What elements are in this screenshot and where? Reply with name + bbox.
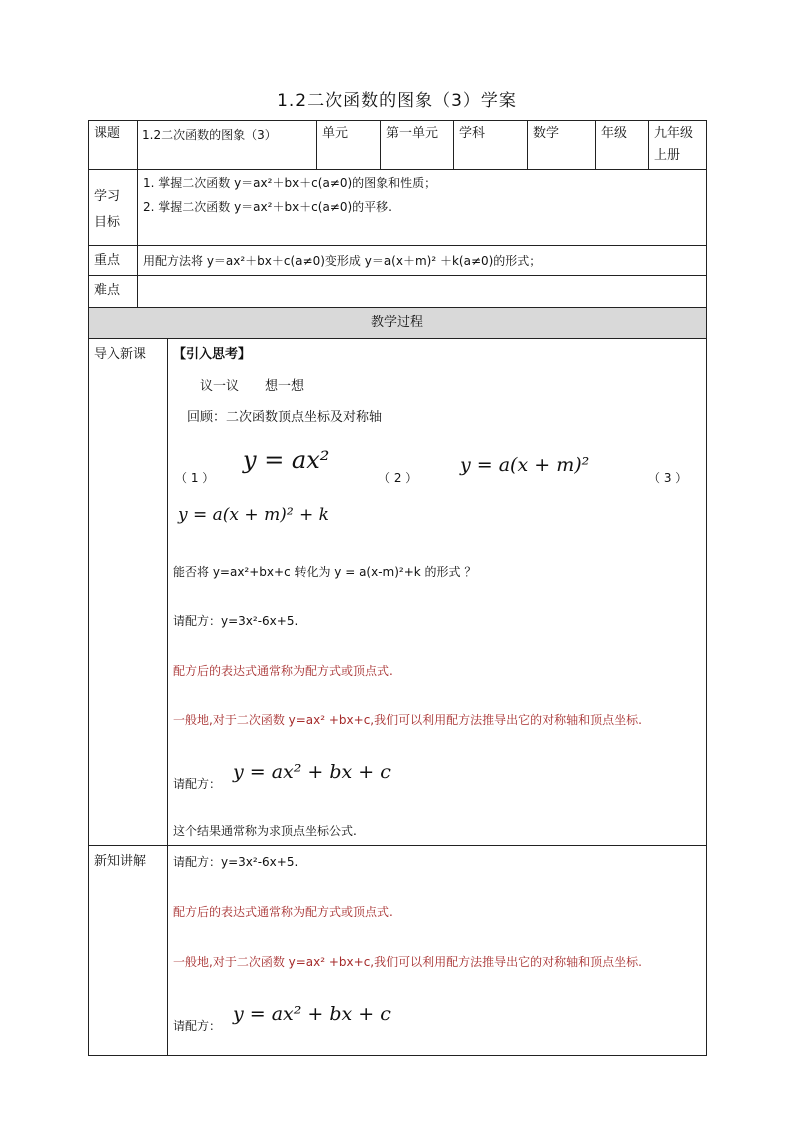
unit-value: 第一单元 <box>386 126 439 141</box>
intro-red-note-1: 配方后的表达式通常称为配方式或顶点式. <box>173 664 393 678</box>
table-border <box>88 338 707 339</box>
formula-4: y = ax² + bx + c <box>233 761 391 783</box>
goal-item-2: 2. 掌握二次函数 y＝ax²＋bx＋c(a≠0)的平移. <box>143 200 392 214</box>
label-unit: 单元 <box>322 126 349 141</box>
table-border <box>137 120 138 308</box>
table-border <box>167 338 168 1056</box>
label-intro: 导入新课 <box>94 347 147 362</box>
intro-red-note-2: 一般地,对于二次函数 y=ax² +bx+c,我们可以利用配方法推导出它的对称轴和顶点坐标. <box>173 713 642 727</box>
goal-item-1: 1. 掌握二次函数 y＝ax²＋bx＋c(a≠0)的图象和性质； <box>143 176 437 190</box>
table-border <box>453 120 454 170</box>
new-exercise: 请配方：y=3x²-6x+5. <box>173 855 299 869</box>
course-value: 1.2二次函数的图象（3） <box>142 128 277 142</box>
formula-number-2: （ 2 ） <box>378 471 418 485</box>
table-border <box>88 120 707 121</box>
table-border <box>88 845 707 846</box>
formula-2: y = a(x + m)² <box>460 454 590 476</box>
table-border <box>88 1055 707 1056</box>
table-border <box>648 120 649 170</box>
label-grade: 年级 <box>601 126 628 141</box>
table-border <box>595 120 596 170</box>
table-border <box>88 275 707 276</box>
formula-1: y = ax² <box>243 446 330 474</box>
grade-value-line1: 九年级 <box>654 126 694 141</box>
new-exercise2-label: 请配方： <box>173 1019 222 1033</box>
label-goals-1: 学习 <box>94 189 121 204</box>
table-border <box>88 120 89 1056</box>
table-border <box>88 245 707 246</box>
label-subject: 学科 <box>459 126 486 141</box>
process-header: 教学过程 <box>370 315 423 330</box>
formula-number-1: （ 1 ） <box>175 471 215 485</box>
table-border <box>380 120 381 170</box>
label-goals-2: 目标 <box>94 215 121 230</box>
intro-exercise: 请配方：y=3x²-6x+5. <box>173 614 299 628</box>
label-keypoint: 重点 <box>94 253 121 268</box>
document-title: 1.2二次函数的图象（3）学案 <box>277 91 517 111</box>
formula-5: y = ax² + bx + c <box>233 1003 391 1025</box>
label-newknowledge: 新知讲解 <box>94 854 147 869</box>
label-course: 课题 <box>94 126 121 141</box>
table-border <box>88 307 707 308</box>
table-border <box>706 120 707 1056</box>
intro-conclusion: 这个结果通常称为求顶点坐标公式. <box>173 824 357 838</box>
formula-3: y = a(x + m)² + k <box>178 505 329 525</box>
label-difficulty: 难点 <box>94 283 121 298</box>
intro-exercise2-label: 请配方： <box>173 777 222 791</box>
table-border <box>527 120 528 170</box>
grade-value-line2: 上册 <box>654 148 681 163</box>
intro-heading: 【引入思考】 <box>173 347 252 362</box>
intro-discuss: 议一议 想一想 <box>200 379 305 394</box>
new-red-note-1: 配方后的表达式通常称为配方式或顶点式. <box>173 905 393 919</box>
new-red-note-2: 一般地,对于二次函数 y=ax² +bx+c,我们可以利用配方法推导出它的对称轴和顶点坐标. <box>173 955 642 969</box>
intro-question: 能否将 y=ax²+bx+c 转化为 y = a(x-m)²+k 的形式 ？ <box>173 565 477 579</box>
formula-number-3: （ 3 ） <box>648 471 688 485</box>
intro-review: 回顾：二次函数顶点坐标及对称轴 <box>187 410 383 425</box>
keypoint-text: 用配方法将 y＝ax²＋bx＋c(a≠0)变形成 y＝a(x＋m)² ＋k(a≠0)的形式； <box>143 254 542 268</box>
table-border <box>88 169 707 170</box>
subject-value: 数学 <box>533 126 560 141</box>
table-border <box>316 120 317 170</box>
